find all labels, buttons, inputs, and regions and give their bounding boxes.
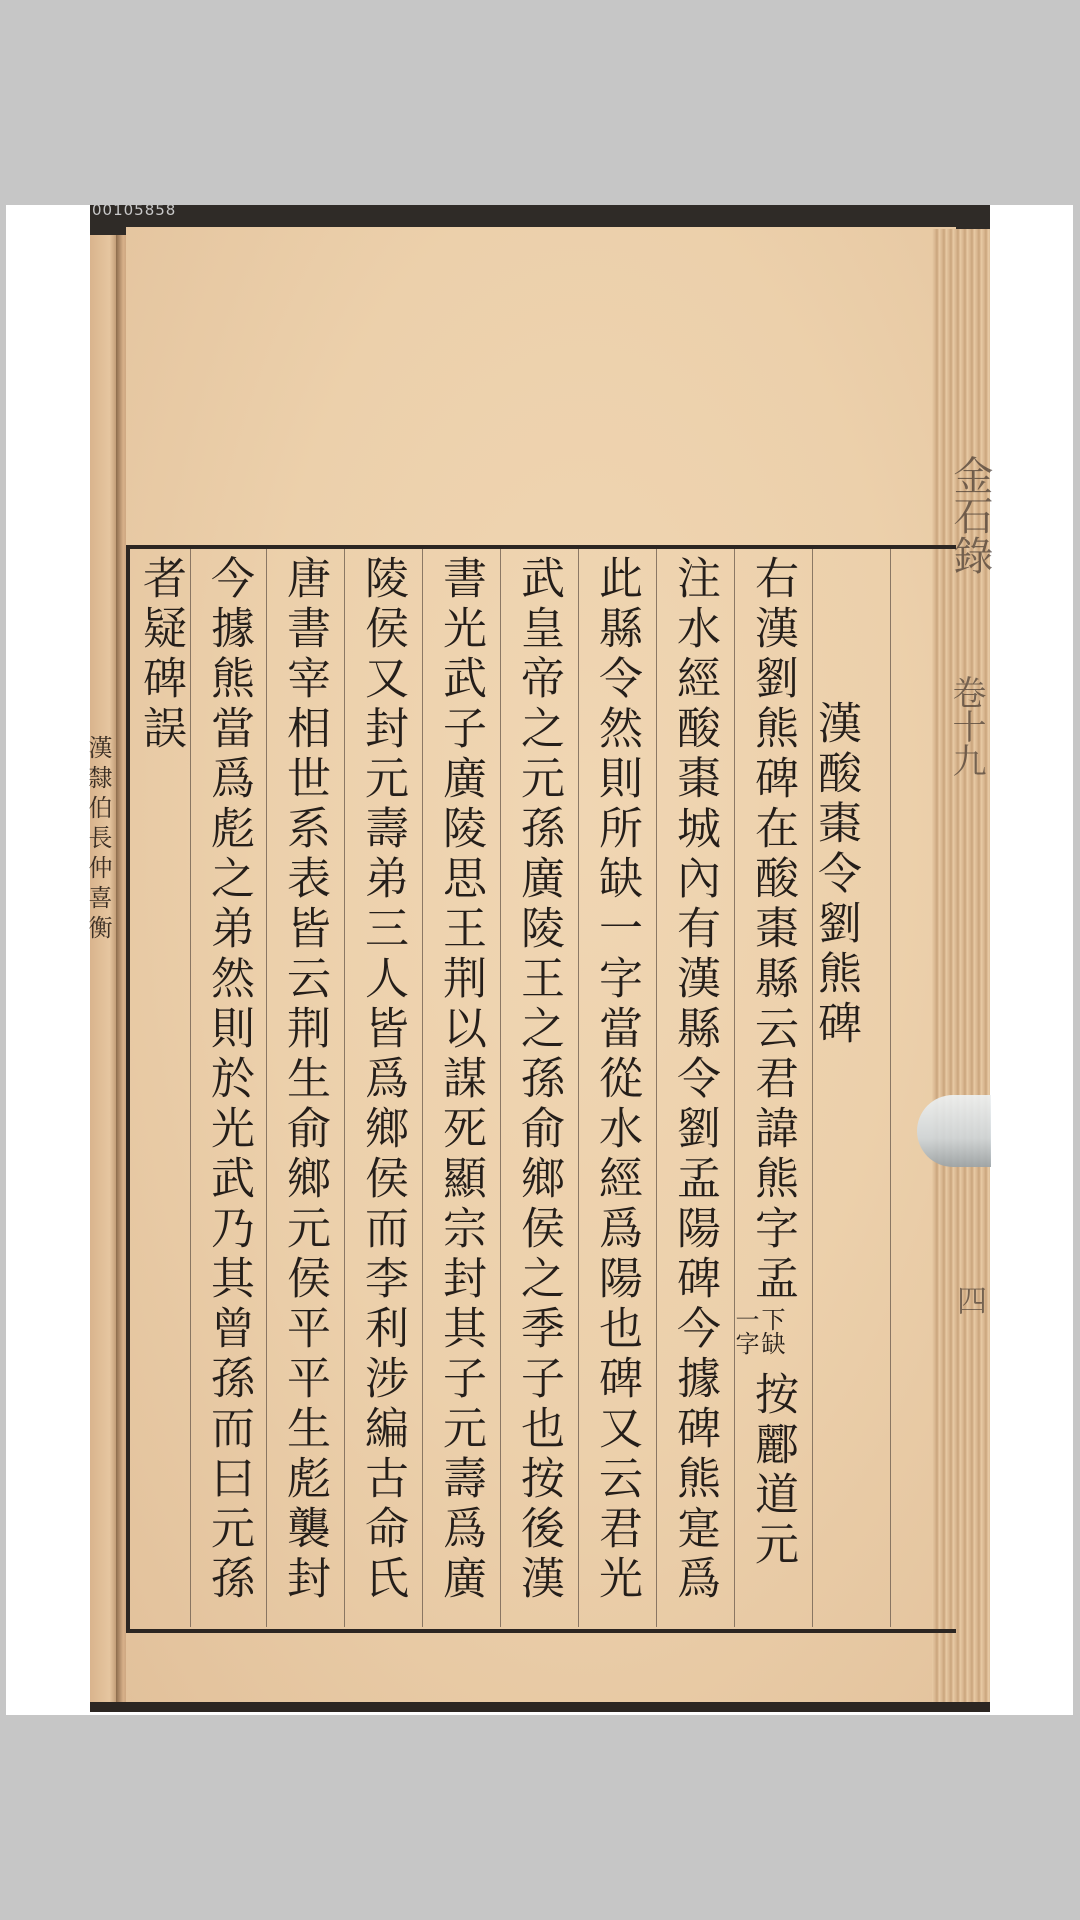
column-rule: [190, 549, 191, 1627]
fore-edge-volume: 卷十九: [946, 675, 986, 777]
inline-note-line-1: 下缺: [757, 1307, 785, 1355]
column-rule: [890, 549, 891, 1627]
column-rule: [500, 549, 501, 1627]
inline-note-line-2: 一字: [731, 1307, 759, 1355]
text-column-4: 武皇帝之元孫廣陵王之孫俞鄉侯之季子也按後漢: [513, 555, 564, 1605]
text-column-2: 注水經酸棗城內有漢縣令劉孟陽碑今據碑熊寔爲: [669, 555, 720, 1605]
fore-edge-page-number: 四: [951, 1285, 986, 1315]
scan-id-label: 00105858: [92, 201, 177, 219]
text-column-6: 陵侯又封元壽弟三人皆爲鄉侯而李利涉編古命氏: [357, 555, 408, 1605]
column-rule: [344, 549, 345, 1627]
text-column-8: 今據熊當爲彪之弟然則於光武乃其曾孫而曰元孫: [203, 555, 254, 1605]
column-rule: [578, 549, 579, 1627]
text-column-5: 書光武子廣陵思王荆以謀死顯宗封其子元壽爲廣: [435, 555, 486, 1605]
text-column-1: 右漢劉熊碑在酸棗縣云君諱熊字孟: [747, 555, 798, 1305]
scan-bottom-edge: [90, 1702, 990, 1712]
text-column-7: 唐書宰相世系表皆云荆生俞鄉元侯平平生彪襲封: [279, 555, 330, 1605]
column-rule: [656, 549, 657, 1627]
text-column-9: 者疑碑誤: [135, 555, 186, 755]
left-page-margin-text: 漢隸伯長仲喜衡: [84, 735, 112, 945]
column-rule: [266, 549, 267, 1627]
text-column-title: 漢酸棗令劉熊碑: [810, 700, 861, 1050]
column-rule: [734, 549, 735, 1627]
fore-edge-book-title: 金石錄: [947, 455, 993, 575]
text-column-3: 此縣令然則所缺一字當從水經爲陽也碑又云君光: [591, 555, 642, 1605]
text-column-1-continued: 按酈道元: [747, 1371, 798, 1571]
book-scan-image: [84, 201, 993, 1712]
column-rule: [422, 549, 423, 1627]
left-page-edge: [84, 235, 118, 1705]
